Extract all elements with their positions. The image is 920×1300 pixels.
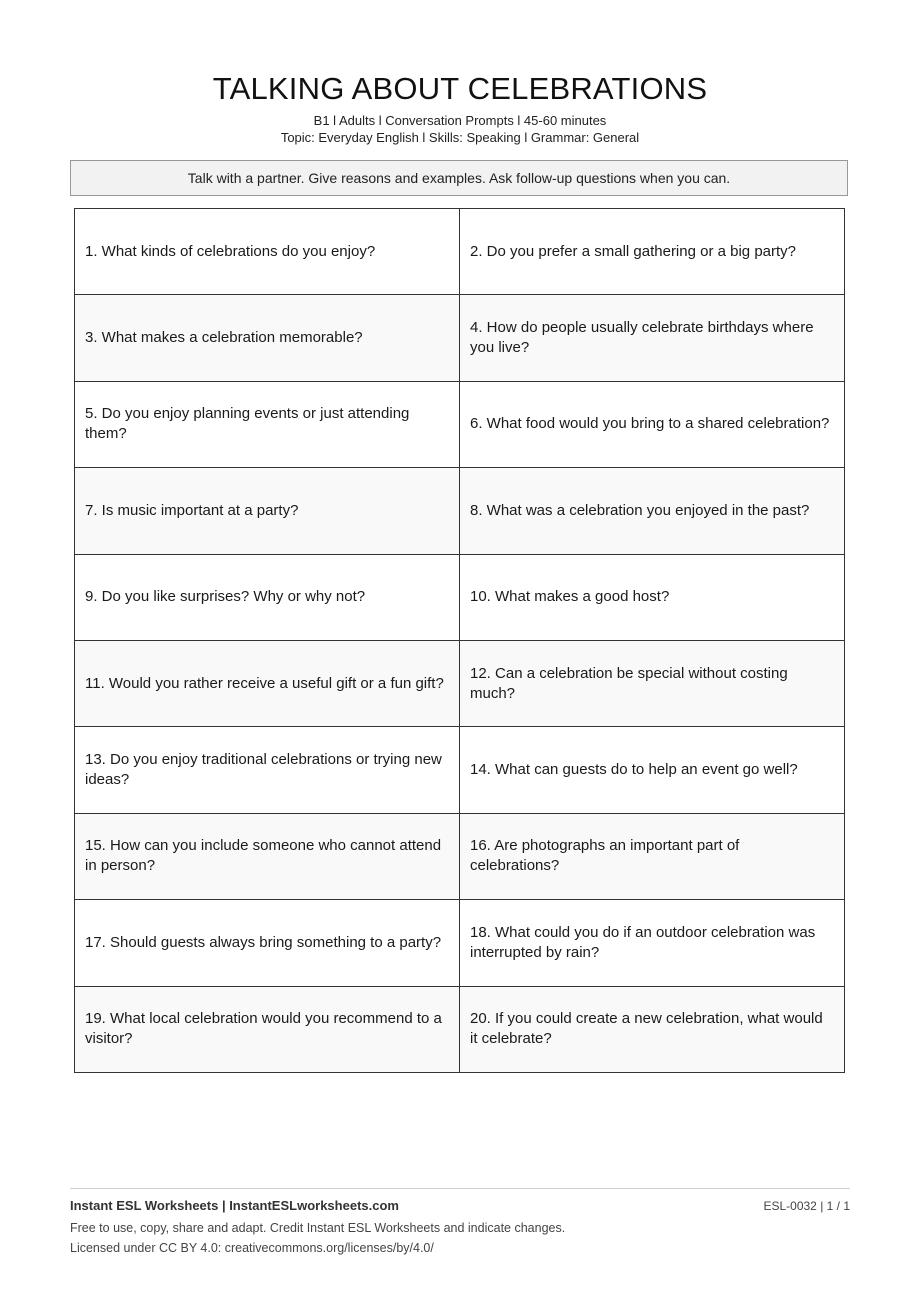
instructions-box: Talk with a partner. Give reasons and examples. Ask follow-up questions when you can. — [70, 160, 848, 196]
table-row — [75, 813, 845, 899]
prompt-cell: 4. How do people usually celebrate birthdays where you live? — [460, 295, 845, 381]
prompt-cell: 16. Are photographs an important part of celebrations? — [460, 813, 845, 899]
page-title: TALKING ABOUT CELEBRATIONS — [212, 71, 708, 106]
table-row — [75, 640, 845, 726]
prompt-cell: 10. What makes a good host? — [460, 554, 845, 640]
table-row — [75, 209, 845, 295]
prompt-table — [74, 208, 845, 1073]
level-meta-line: B1 l Adults l Conversation Prompts l 45-60 minutes — [313, 113, 607, 128]
table-row — [75, 900, 845, 986]
prompt-cell: 2. Do you prefer a small gathering or a big party? — [460, 209, 845, 295]
table-row — [75, 381, 845, 467]
document-id: ESL-0032 | 1 / 1 — [763, 1199, 850, 1213]
prompt-cell: 3. What makes a celebration memorable? — [75, 295, 460, 381]
license-link-text: Licensed under CC BY 4.0: creativecommons.org/licenses/by/4.0/ — [70, 1241, 434, 1255]
prompt-cell: 17. Should guests always bring something to a party? — [75, 900, 460, 986]
table-row — [75, 727, 845, 813]
table-row — [75, 986, 845, 1072]
prompt-cell: 9. Do you like surprises? Why or why not? — [75, 554, 460, 640]
prompt-cell: 11. Would you rather receive a useful gift or a fun gift? — [75, 640, 460, 726]
prompt-cell: 7. Is music important at a party? — [75, 468, 460, 554]
prompt-cell: 5. Do you enjoy planning events or just attending them? — [75, 381, 460, 467]
license-note: Free to use, copy, share and adapt. Credit Instant ESL Worksheets and indicate changes. — [70, 1221, 566, 1235]
prompt-cell: 14. What can guests do to help an event go well? — [460, 727, 845, 813]
prompt-cell: 1. What kinds of celebrations do you enjoy? — [75, 209, 460, 295]
prompt-cell: 13. Do you enjoy traditional celebrations or trying new ideas? — [75, 727, 460, 813]
prompt-cell: 19. What local celebration would you recommend to a visitor? — [75, 986, 460, 1072]
prompt-cell: 6. What food would you bring to a shared celebration? — [460, 381, 845, 467]
prompt-cell: 12. Can a celebration be special without costing much? — [460, 640, 845, 726]
prompt-cell: 15. How can you include someone who cannot attend in person? — [75, 813, 460, 899]
topic-meta-line: Topic: Everyday English l Skills: Speaking l Grammar: General — [280, 130, 640, 145]
footer-brand: Instant ESL Worksheets | InstantESLworksheets.com — [70, 1198, 399, 1213]
table-row — [75, 468, 845, 554]
prompt-cell: 18. What could you do if an outdoor celebration was interrupted by rain? — [460, 900, 845, 986]
table-row — [75, 554, 845, 640]
footer-divider — [70, 1188, 850, 1189]
prompt-cell: 8. What was a celebration you enjoyed in the past? — [460, 468, 845, 554]
prompt-cell: 20. If you could create a new celebration, what would it celebrate? — [460, 986, 845, 1072]
table-row — [75, 295, 845, 381]
